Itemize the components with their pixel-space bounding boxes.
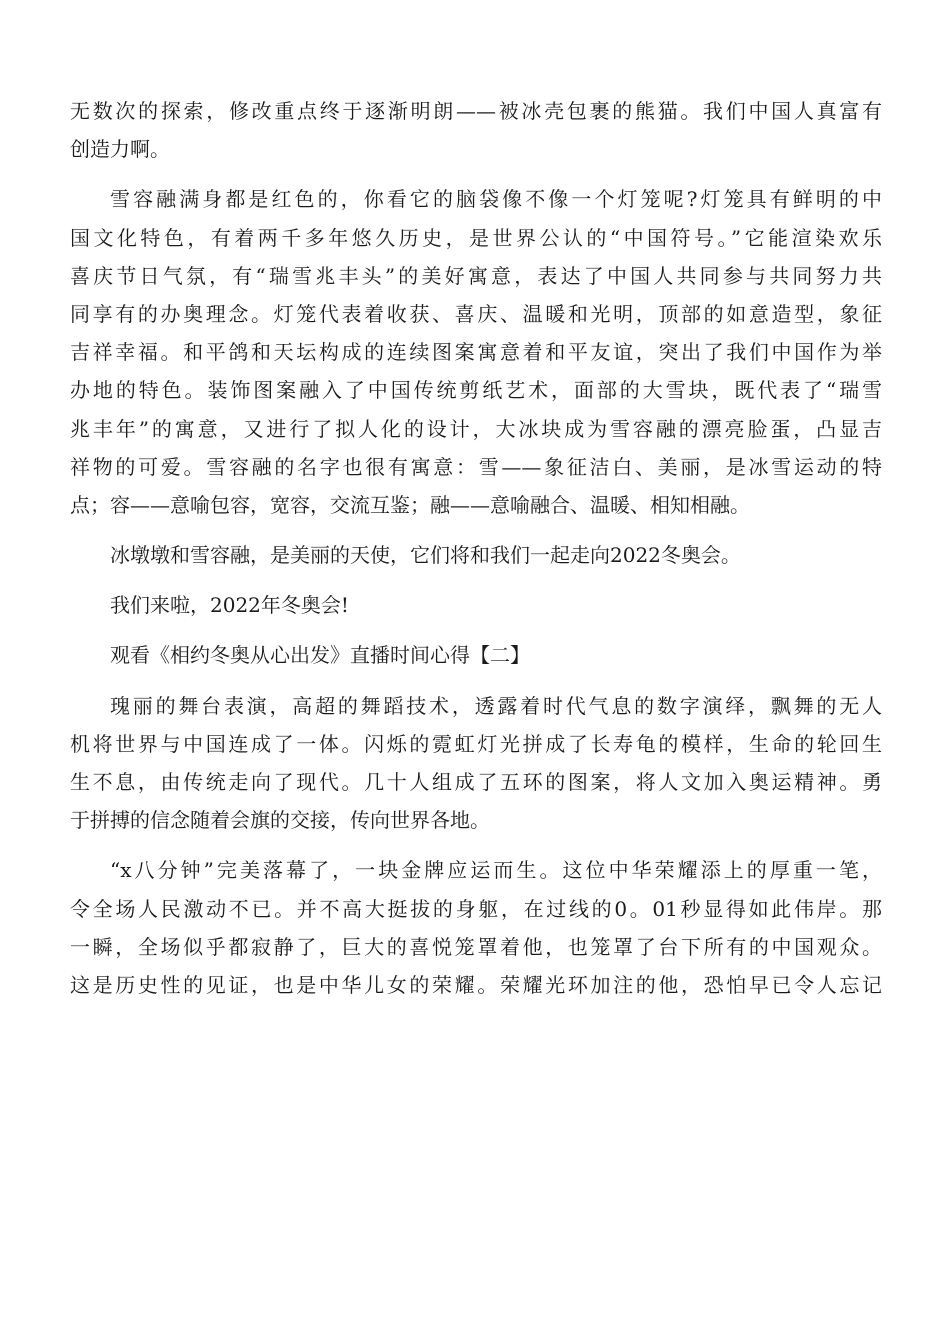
section-heading <box>70 636 882 674</box>
text-line: 无数次的探索，修改重点终于逐渐明朗——被冰壳包裹的熊猫。我们中国人真富有 <box>70 99 882 123</box>
text-line: 我们来啦，2022年冬奥会! <box>110 593 349 618</box>
text-line: 令全场人民激动不已。并不高大挺拔的身躯，在过线的0。01秒显得如此伟岸。那 <box>70 896 882 921</box>
text-line: 观看《相约冬奥从心出发》直播时间心得【二】 <box>110 643 530 668</box>
text-line: 点；容——意喻包容，宽容，交流互鉴；融——意喻融合、温暖、相知相融。 <box>70 492 750 517</box>
text-line: 一瞬，全场似乎都寂静了，巨大的喜悦笼罩着他，也笼罩了台下所有的中国观众。 <box>70 934 882 959</box>
paragraph <box>70 586 882 624</box>
text-line: 创造力啊。 <box>70 137 170 162</box>
text-line: 生不息，由传统走向了现代。几十人组成了五环的图案，将人文加入奥运精神。勇 <box>70 770 882 794</box>
paragraph <box>70 536 882 574</box>
text-line: 于拼搏的信念随着会旗的交接，传向世界各地。 <box>70 808 490 833</box>
text-line: 祥物的可爱。雪容融的名字也很有寓意：雪——象征洁白、美丽，是冰雪运动的特 <box>70 454 882 479</box>
paragraph <box>70 851 882 1004</box>
text-line: 冰墩墩和雪容融，是美丽的天使，它们将和我们一起走向2022冬奥会。 <box>110 543 741 568</box>
text-line: 雪容融满身都是红色的，你看它的脑袋像不像一个灯笼呢?灯笼具有鲜明的中 <box>110 187 882 212</box>
document-body <box>70 92 882 1004</box>
text-line: 兆丰年”的寓意，又进行了拟人化的设计，大冰块成为雪容融的漂亮脸蛋，凸显吉 <box>70 416 882 441</box>
text-line: 国文化特色，有着两千多年悠久历史，是世界公认的“中国符号。”它能渲染欢乐 <box>70 225 882 250</box>
paragraph <box>70 92 882 168</box>
text-line: 办地的特色。装饰图案融入了中国传统剪纸艺术，面部的大雪块，既代表了“瑞雪 <box>70 378 882 403</box>
text-line: 同享有的办奥理念。灯笼代表着收获、喜庆、温暖和光明，顶部的如意造型，象征 <box>70 301 882 326</box>
text-line: 这是历史性的见证，也是中华儿女的荣耀。荣耀光环加注的他，恐怕早已令人忘记 <box>70 972 882 997</box>
text-line: 吉祥幸福。和平鸽和天坛构成的连续图案寓意着和平友谊，突出了我们中国作为举 <box>70 340 882 365</box>
text-line: 喜庆节日气氛，有“瑞雪兆丰头”的美好寓意，表达了中国人共同参与共同努力共 <box>70 263 882 288</box>
paragraph <box>70 687 882 840</box>
text-line: 机将世界与中国连成了一体。闪烁的霓虹灯光拼成了长寿龟的模样，生命的轮回生 <box>70 731 882 756</box>
paragraph <box>70 180 882 524</box>
text-line: “x八分钟”完美落幕了，一块金牌应运而生。这位中华荣耀添上的厚重一笔， <box>110 858 882 883</box>
text-line: 瑰丽的舞台表演，高超的舞蹈技术，透露着时代气息的数字演绎，飘舞的无人 <box>110 693 882 718</box>
